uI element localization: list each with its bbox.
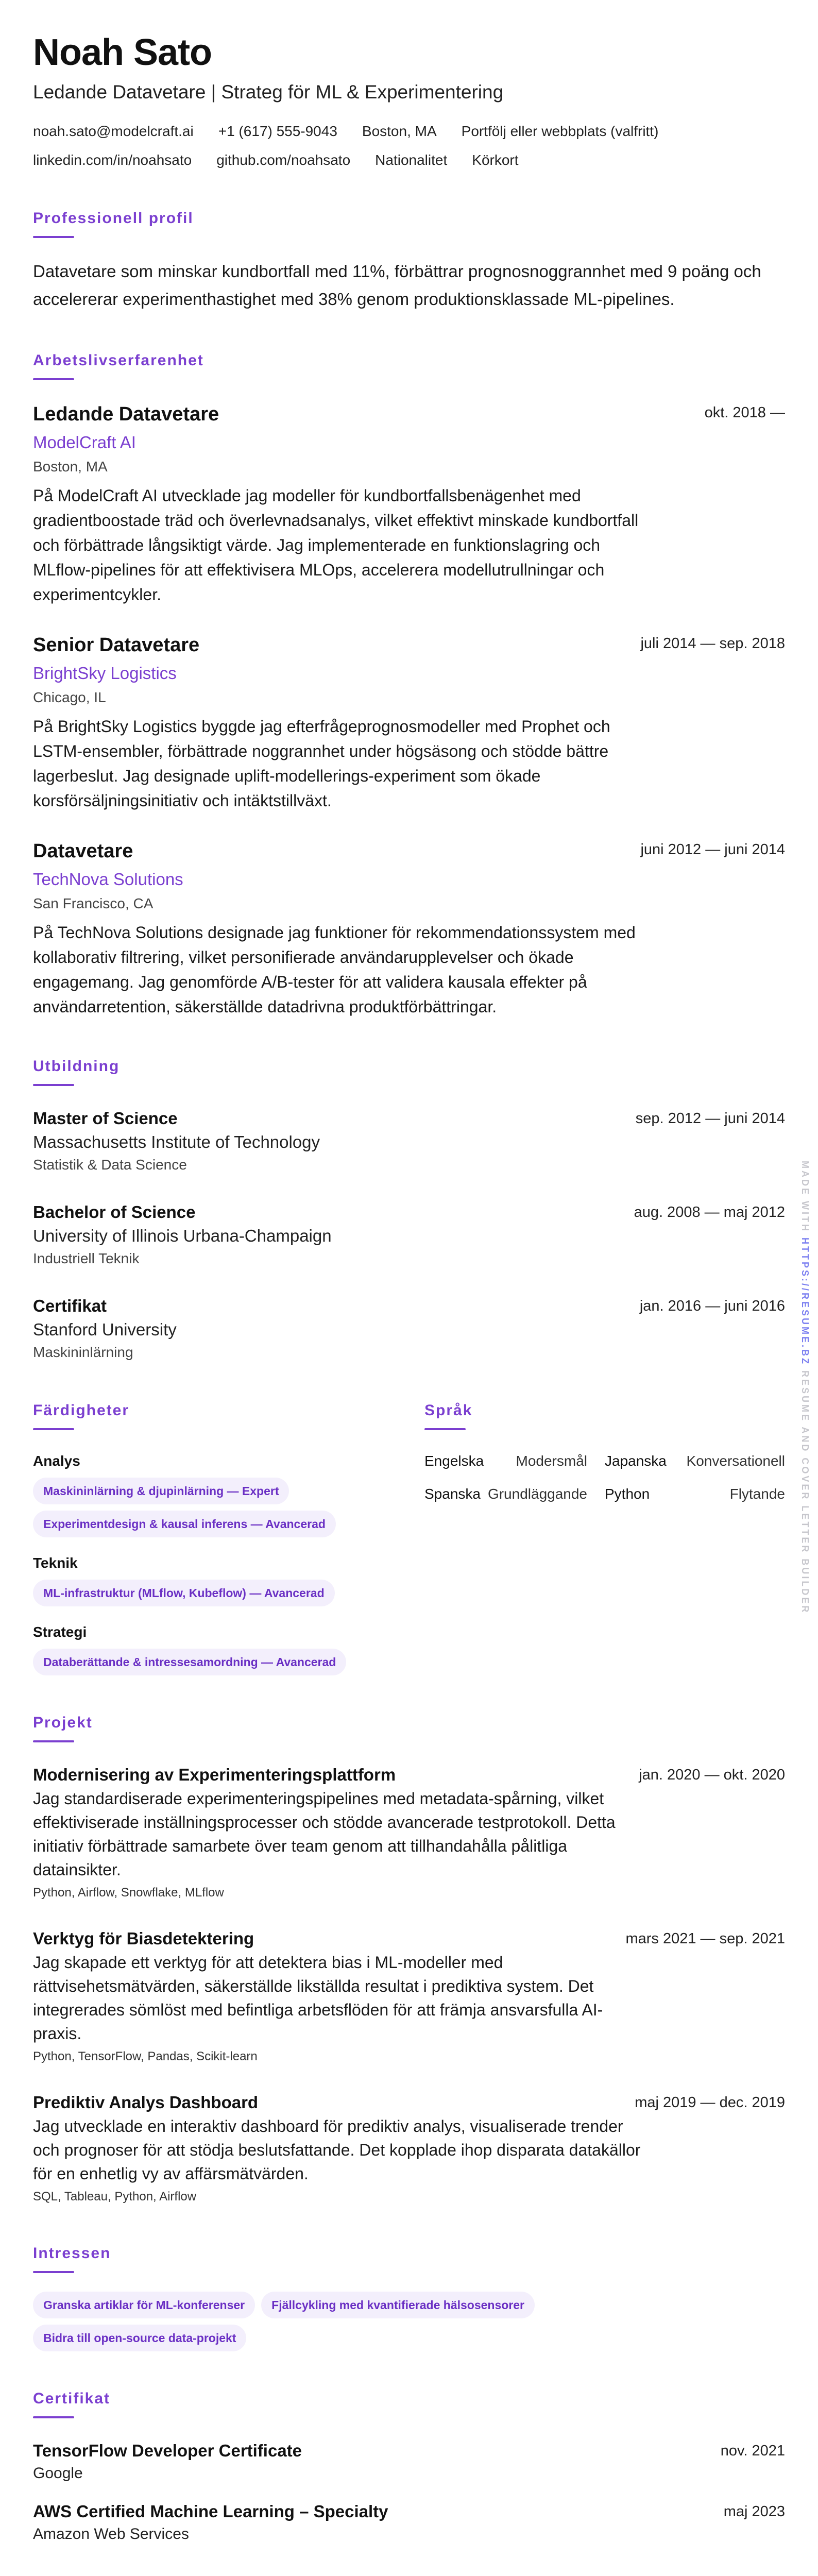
education-entry xyxy=(33,1107,785,1176)
job-description: På TechNova Solutions designade jag funktioner för rekommendationssystem med kollaborativ filtrering, vilket personifierade användarupplevelser och ökade engagemang. Jag genomförde A/B-tester för att validera kausala effekter på användarretention, säkerställde datadrivna produktförbättringar. xyxy=(33,923,636,1016)
study-field: Industriell Teknik xyxy=(33,1250,140,1266)
experience-entry xyxy=(33,632,785,813)
study-field: Maskininlärning xyxy=(33,1344,133,1360)
contact-driving-license: Körkort xyxy=(472,152,519,168)
project-description: Jag skapade ett verktyg för att detektera bias i ML-modeller med rättvisehetsmätvärden, säkerställde likställda resultat i prediktiva system. Det integrerades sömlöst med befintliga arbetsflöden för att främja ansvarsfulla AI-praxis. xyxy=(33,1953,603,2043)
skill-group-name: Strategi xyxy=(33,1624,87,1640)
certificate-name: AWS Certified Machine Learning – Specialty xyxy=(33,2502,388,2521)
degree-title: Bachelor of Science xyxy=(33,1202,196,1222)
experience-section xyxy=(33,350,785,1019)
institution-name: University of Illinois Urbana-Champaign xyxy=(33,1226,332,1245)
language-level: Flytande xyxy=(729,1486,785,1502)
language-item xyxy=(424,1451,605,1471)
project-entry xyxy=(33,1763,785,1902)
section-divider xyxy=(424,1428,466,1430)
section-title: Utbildning xyxy=(33,1058,120,1075)
certificate-date: nov. 2021 xyxy=(720,2443,785,2459)
job-company: TechNova Solutions xyxy=(33,870,183,889)
watermark-link[interactable]: HTTPS://RESUME.BZ xyxy=(800,1238,810,1366)
job-description: På ModelCraft AI utvecklade jag modeller för kundbortfallsbenägenhet med gradientboostade träd och överlevnadsanalys, vilket effektivt minskade kundbortfall och förbättrade långsiktigt värde. Jag implementerade en funktionslagring och MLflow-pipelines för att effektivisera MLOps, accelerera modellutrullningar och experimentcykler. xyxy=(33,486,639,604)
builder-watermark xyxy=(800,1161,818,1615)
contact-linkedin[interactable]: linkedin.com/in/noahsato xyxy=(33,152,192,168)
language-level: Grundläggande xyxy=(487,1486,587,1502)
section-title: Färdigheter xyxy=(33,1402,130,1419)
institution-name: Massachusetts Institute of Technology xyxy=(33,1132,320,1151)
project-entry xyxy=(33,1927,785,2066)
job-title: Datavetare xyxy=(33,840,133,862)
section-title: Språk xyxy=(424,1402,473,1419)
language-level: Konversationell xyxy=(686,1453,785,1469)
certificate-entry xyxy=(33,2439,785,2484)
section-title: Arbetslivserfarenhet xyxy=(33,352,204,369)
education-dates: sep. 2012 — juni 2014 xyxy=(635,1110,785,1127)
section-divider xyxy=(33,2271,74,2273)
language-item xyxy=(605,1451,785,1471)
project-dates: mars 2021 — sep. 2021 xyxy=(625,1930,785,1947)
candidate-headline: Ledande Datavetare | Strateg för ML & Experimentering xyxy=(33,81,504,103)
project-description: Jag standardiserade experimenteringspipelines med metadata-spårning, vilket effektiviserade inställningsprocesser och stödde avancerade testprotokoll. Detta initiativ förbättrade samarbete över team genom att tillhandahålla pålitliga datainsikter. xyxy=(33,1789,616,1879)
project-name: Verktyg för Biasdetektering xyxy=(33,1929,254,1948)
resume-page xyxy=(33,31,785,2545)
education-dates: jan. 2016 — juni 2016 xyxy=(639,1298,785,1314)
watermark-prefix: MADE WITH xyxy=(800,1161,810,1233)
contact-list xyxy=(33,121,785,171)
job-company: BrightSky Logistics xyxy=(33,664,177,683)
profile-section xyxy=(33,208,785,313)
project-dates: jan. 2020 — okt. 2020 xyxy=(639,1767,785,1783)
institution-name: Stanford University xyxy=(33,1320,177,1339)
job-location: Chicago, IL xyxy=(33,689,106,705)
contact-location: Boston, MA xyxy=(362,123,437,139)
project-description: Jag utvecklade en interaktiv dashboard för prediktiv analys, visualiserade trender och prognoser för att stödja beslutsfattande. Det kopplade ihop disparata datakällor för en enhetlig vy av affärsmätvärden. xyxy=(33,2117,641,2183)
education-dates: aug. 2008 — maj 2012 xyxy=(634,1204,785,1221)
section-divider xyxy=(33,2416,74,2418)
project-tech: SQL, Tableau, Python, Airflow xyxy=(33,2190,197,2204)
section-divider xyxy=(33,1428,74,1430)
contact-phone[interactable]: +1 (617) 555-9043 xyxy=(218,123,337,139)
skill-group xyxy=(33,1451,424,1537)
skill-chip: Databerättande & intressesamordning — Avancerad xyxy=(33,1649,346,1675)
skill-chip-list xyxy=(33,1580,424,1606)
section-divider xyxy=(33,236,74,238)
contact-github[interactable]: github.com/noahsato xyxy=(216,152,351,168)
project-name: Prediktiv Analys Dashboard xyxy=(33,2093,259,2112)
resume-header xyxy=(33,31,785,171)
job-title: Ledande Datavetare xyxy=(33,403,219,425)
contact-portfolio[interactable]: Portfölj eller webbplats (valfritt) xyxy=(461,123,659,139)
study-field: Statistik & Data Science xyxy=(33,1157,187,1173)
skill-chip-list xyxy=(33,1478,424,1537)
education-entry xyxy=(33,1294,785,1363)
section-divider xyxy=(33,378,74,380)
certificate-name: TensorFlow Developer Certificate xyxy=(33,2441,302,2460)
section-title: Professionell profil xyxy=(33,210,194,227)
job-dates: juli 2014 — sep. 2018 xyxy=(640,635,785,652)
language-name: Japanska xyxy=(605,1453,667,1469)
section-title: Projekt xyxy=(33,1714,93,1731)
certificate-date: maj 2023 xyxy=(723,2503,785,2520)
contact-nationality: Nationalitet xyxy=(375,152,448,168)
skill-group-name: Analys xyxy=(33,1453,80,1469)
project-dates: maj 2019 — dec. 2019 xyxy=(635,2094,785,2111)
project-tech: Python, TensorFlow, Pandas, Scikit-learn xyxy=(33,2049,258,2063)
candidate-name: Noah Sato xyxy=(33,32,212,73)
section-title: Certifikat xyxy=(33,2390,111,2407)
experience-entry xyxy=(33,838,785,1019)
degree-title: Certifikat xyxy=(33,1296,107,1315)
certificates-section xyxy=(33,2388,785,2545)
language-name: Spanska xyxy=(424,1486,481,1502)
section-divider xyxy=(33,1740,74,1742)
skills-section xyxy=(33,1400,424,1675)
language-list xyxy=(424,1451,785,1504)
job-description: På BrightSky Logistics byggde jag efterfrågeprognosmodeller med Prophet och LSTM-ensembler, förbättrade noggrannhet under högsäsong och stödde bättre lagerbeslut. Jag designade uplift-modellerings-experiment som ökade korsförsäljningsinitiativ och intäktstillväxt. xyxy=(33,717,610,810)
section-title: Intressen xyxy=(33,2245,111,2262)
projects-section xyxy=(33,1713,785,2206)
profile-summary: Datavetare som minskar kundbortfall med 11%, förbättrar prognosnoggrannhet med 9 poäng och accelererar experimenthastighet med 38% genom produktionsklassade ML-pipelines. xyxy=(33,262,761,309)
contact-email[interactable]: noah.sato@modelcraft.ai xyxy=(33,123,194,139)
certificate-entry xyxy=(33,2500,785,2545)
job-dates: okt. 2018 — xyxy=(704,404,785,421)
certificate-issuer: Google xyxy=(33,2465,83,2482)
languages-section xyxy=(424,1400,785,1675)
job-location: San Francisco, CA xyxy=(33,895,154,911)
language-level: Modersmål xyxy=(516,1453,587,1469)
skill-group xyxy=(33,1622,424,1675)
language-name: Python xyxy=(605,1486,650,1502)
watermark-suffix: RESUME AND COVER LETTER BUILDER xyxy=(800,1370,810,1615)
skill-group xyxy=(33,1553,424,1606)
job-dates: juni 2012 — juni 2014 xyxy=(640,841,785,858)
interests-section xyxy=(33,2243,785,2351)
certificate-issuer: Amazon Web Services xyxy=(33,2526,189,2543)
skill-chip: ML-infrastruktur (MLflow, Kubeflow) — Avancerad xyxy=(33,1580,335,1606)
skill-group-name: Teknik xyxy=(33,1555,78,1571)
language-name: Engelska xyxy=(424,1453,484,1469)
project-name: Modernisering av Experimenteringsplattform xyxy=(33,1765,396,1784)
interest-chip: Bidra till open-source data-projekt xyxy=(33,2325,246,2351)
section-divider xyxy=(33,1084,74,1086)
experience-entry xyxy=(33,401,785,607)
job-company: ModelCraft AI xyxy=(33,433,136,452)
skills-languages-row xyxy=(33,1400,785,1675)
interest-chip: Fjällcykling med kvantifierade hälsosensorer xyxy=(261,2292,535,2318)
interest-chip-list xyxy=(33,2292,641,2351)
project-entry xyxy=(33,2091,785,2206)
skill-chip-list xyxy=(33,1649,424,1675)
watermark-text xyxy=(799,1161,810,1614)
interest-chip: Granska artiklar för ML-konferenser xyxy=(33,2292,255,2318)
job-title: Senior Datavetare xyxy=(33,634,200,656)
education-section xyxy=(33,1056,785,1363)
degree-title: Master of Science xyxy=(33,1109,178,1128)
language-item xyxy=(424,1484,605,1504)
skill-chip: Experimentdesign & kausal inferens — Avancerad xyxy=(33,1511,336,1537)
education-entry xyxy=(33,1200,785,1269)
skill-chip: Maskininlärning & djupinlärning — Expert xyxy=(33,1478,289,1504)
job-location: Boston, MA xyxy=(33,459,108,474)
language-item xyxy=(605,1484,785,1504)
project-tech: Python, Airflow, Snowflake, MLflow xyxy=(33,1886,224,1900)
